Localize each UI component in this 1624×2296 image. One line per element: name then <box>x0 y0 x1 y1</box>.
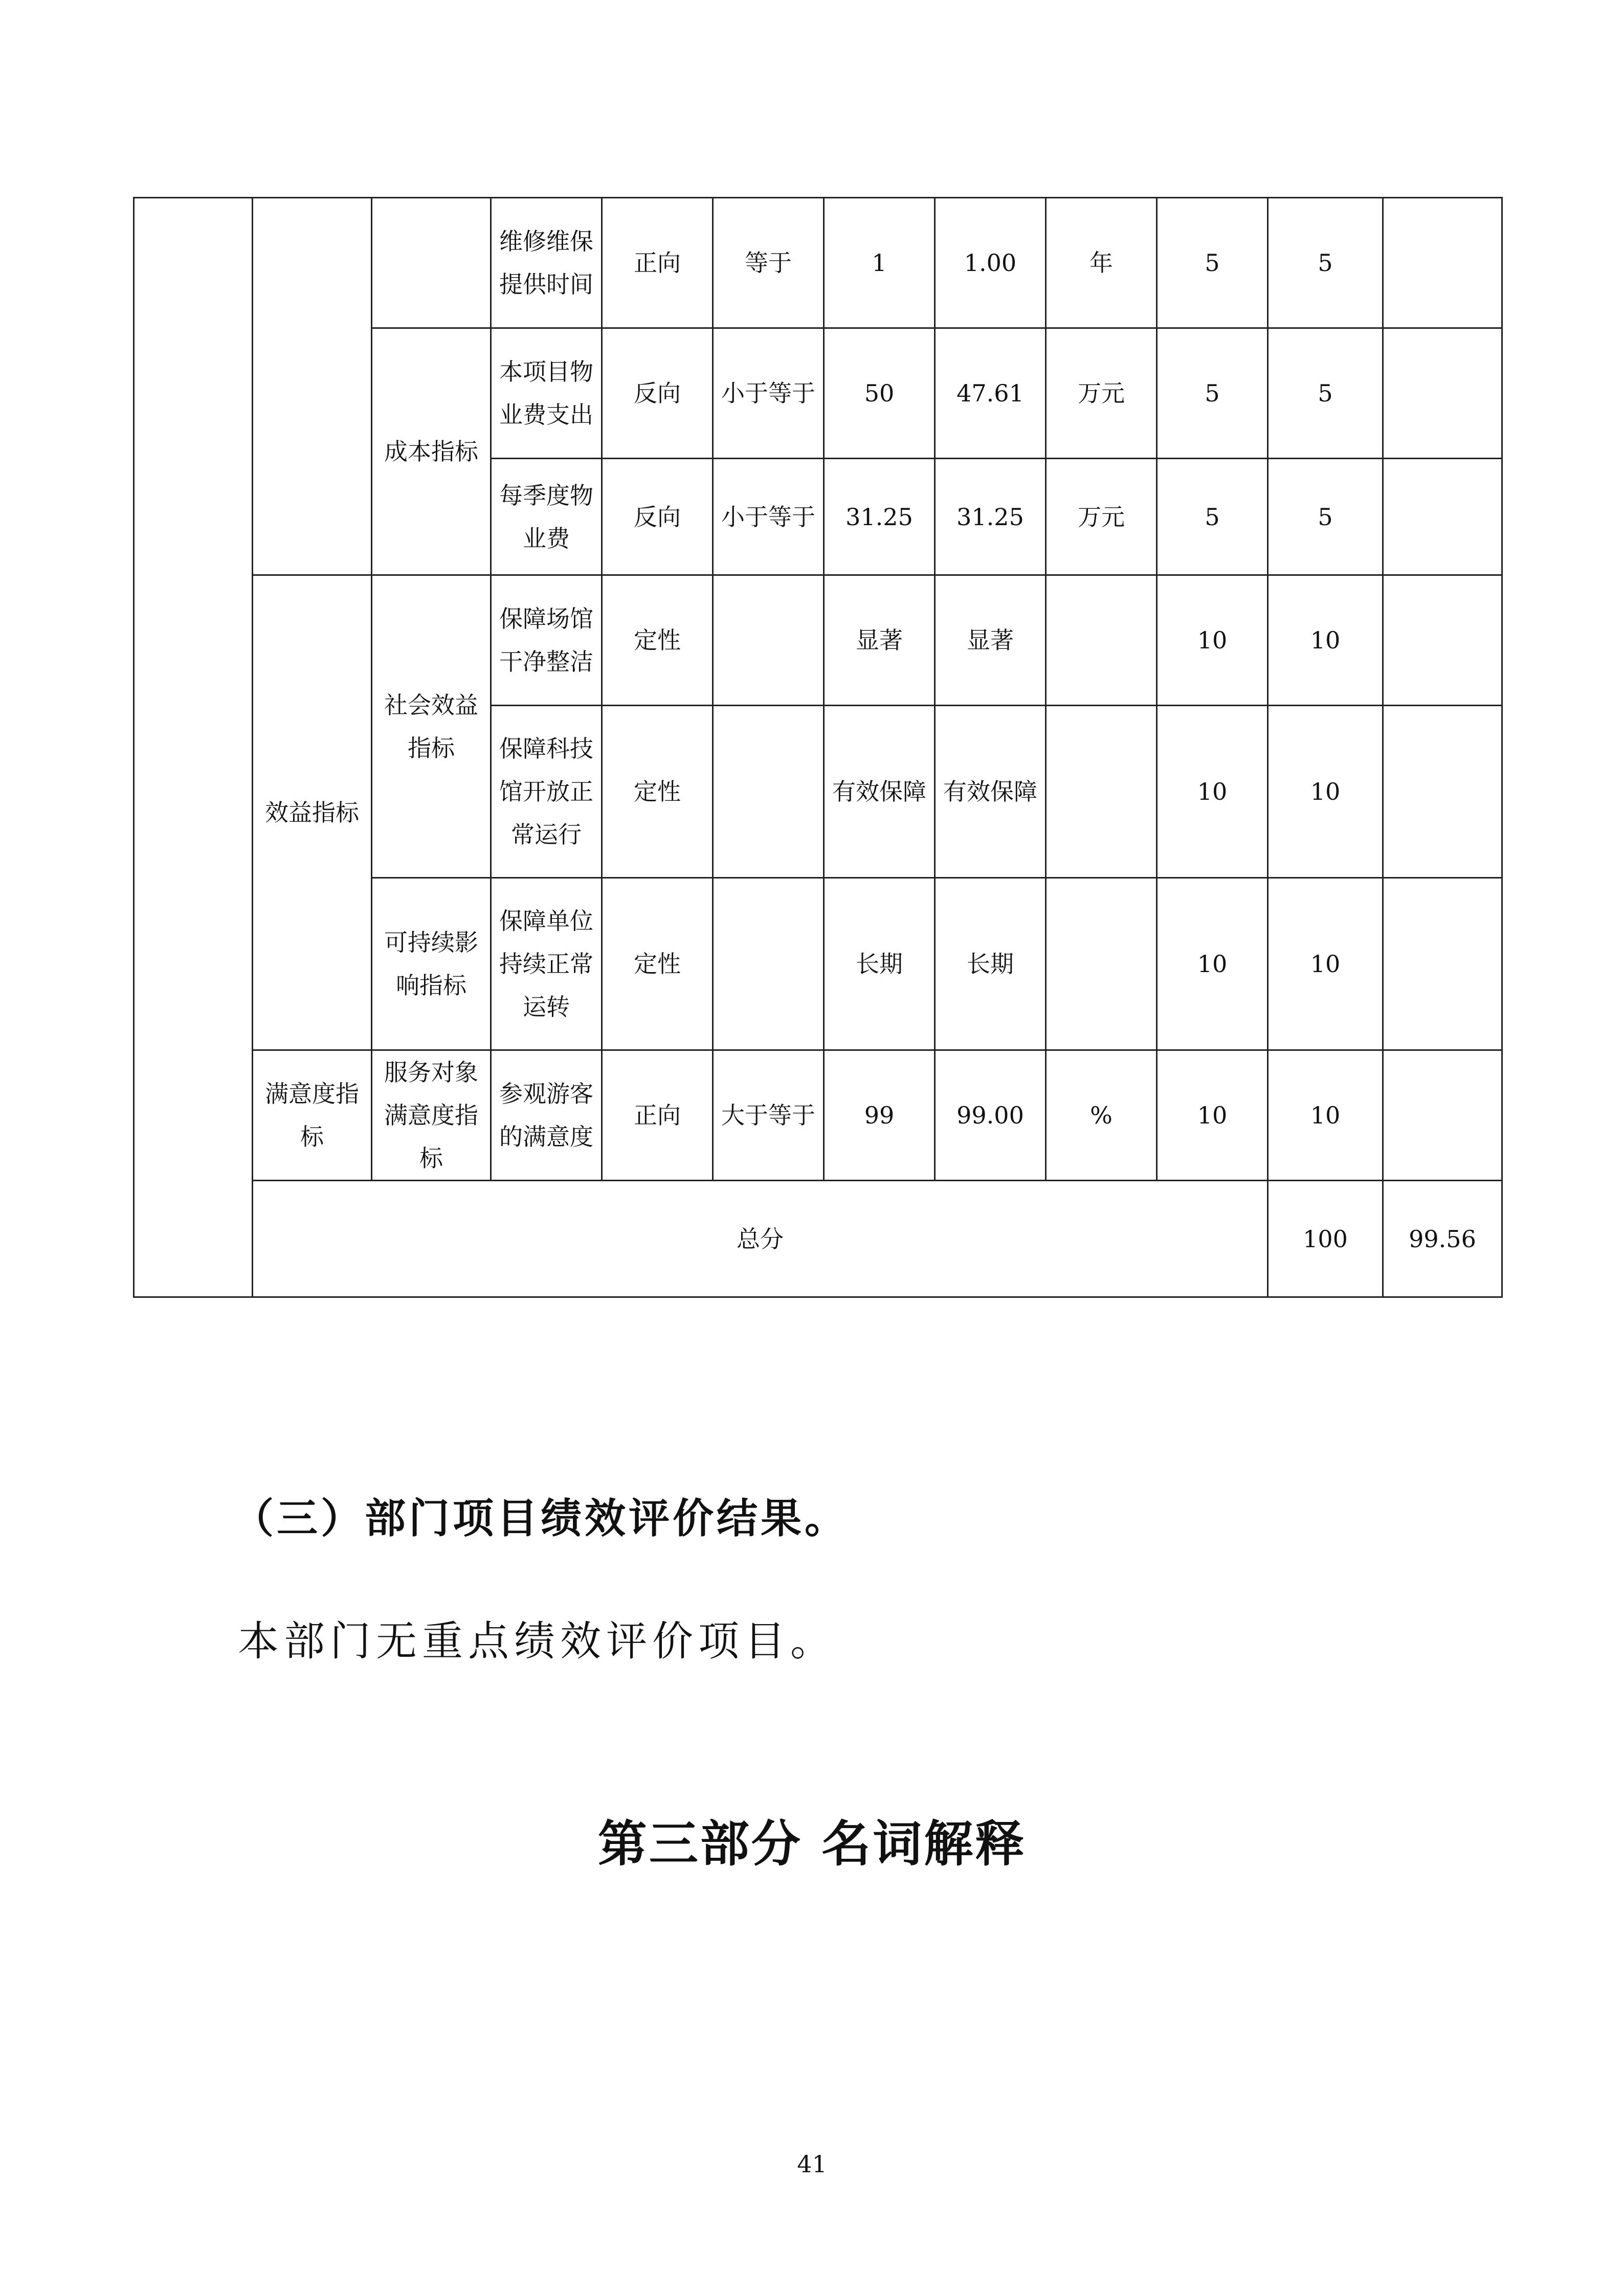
direction-cell: 反向 <box>602 459 713 575</box>
direction-cell: 反向 <box>602 328 713 459</box>
note-cell <box>1383 878 1502 1050</box>
part-title: 第三部分 名词解释 <box>597 1815 1027 1873</box>
table-row <box>134 575 1502 706</box>
weight-cell: 10 <box>1157 575 1268 706</box>
table-row <box>134 198 1502 328</box>
section-heading: （三）部门项目绩效评价结果。 <box>233 1495 849 1542</box>
actual-cell: 31.25 <box>935 459 1046 575</box>
actual-cell: 1.00 <box>935 198 1046 328</box>
unit-cell: % <box>1046 1050 1157 1181</box>
unit-cell: 万元 <box>1046 459 1157 575</box>
score-cell: 10 <box>1268 878 1383 1050</box>
operator-cell: 小于等于 <box>713 459 824 575</box>
total-label: 总分 <box>253 1181 1268 1297</box>
indicator-cell: 保障场馆干净整洁 <box>491 575 602 706</box>
weight-cell: 10 <box>1157 1050 1268 1181</box>
score-cell: 5 <box>1268 198 1383 328</box>
direction-cell: 定性 <box>602 878 713 1050</box>
note-cell <box>1383 1050 1502 1181</box>
level1-cell <box>253 198 372 575</box>
target-cell: 99 <box>824 1050 935 1181</box>
actual-cell: 有效保障 <box>935 706 1046 878</box>
score-cell: 5 <box>1268 328 1383 459</box>
performance-table <box>133 197 1503 1298</box>
direction-cell: 正向 <box>602 1050 713 1181</box>
operator-cell <box>713 575 824 706</box>
note-cell <box>1383 459 1502 575</box>
weight-cell: 5 <box>1157 198 1268 328</box>
total-weight: 100 <box>1268 1181 1383 1297</box>
level2-cell <box>372 198 491 328</box>
project-name-cell <box>134 198 253 1297</box>
unit-cell <box>1046 575 1157 706</box>
note-cell <box>1383 706 1502 878</box>
unit-cell: 年 <box>1046 198 1157 328</box>
level2-cell: 可持续影响指标 <box>372 878 491 1050</box>
indicator-cell: 参观游客的满意度 <box>491 1050 602 1181</box>
level2-cell: 服务对象满意度指标 <box>372 1050 491 1181</box>
level2-cell: 社会效益指标 <box>372 575 491 878</box>
table-row <box>134 1050 1502 1181</box>
total-score: 99.56 <box>1383 1181 1502 1297</box>
weight-cell: 5 <box>1157 328 1268 459</box>
level1-cell: 效益指标 <box>253 575 372 1050</box>
target-cell: 50 <box>824 328 935 459</box>
direction-cell: 定性 <box>602 575 713 706</box>
operator-cell: 小于等于 <box>713 328 824 459</box>
score-cell: 10 <box>1268 575 1383 706</box>
actual-cell: 显著 <box>935 575 1046 706</box>
weight-cell: 10 <box>1157 706 1268 878</box>
operator-cell <box>713 878 824 1050</box>
note-cell <box>1383 575 1502 706</box>
operator-cell: 大于等于 <box>713 1050 824 1181</box>
page-number: 41 <box>797 2150 827 2178</box>
note-cell <box>1383 198 1502 328</box>
unit-cell <box>1046 878 1157 1050</box>
target-cell: 显著 <box>824 575 935 706</box>
unit-cell: 万元 <box>1046 328 1157 459</box>
total-row <box>134 1181 1502 1297</box>
score-cell: 5 <box>1268 459 1383 575</box>
actual-cell: 47.61 <box>935 328 1046 459</box>
note-cell <box>1383 328 1502 459</box>
indicator-cell: 每季度物业费 <box>491 459 602 575</box>
actual-cell: 99.00 <box>935 1050 1046 1181</box>
indicator-cell: 保障科技馆开放正常运行 <box>491 706 602 878</box>
target-cell: 长期 <box>824 878 935 1050</box>
score-cell: 10 <box>1268 706 1383 878</box>
direction-cell: 定性 <box>602 706 713 878</box>
target-cell: 1 <box>824 198 935 328</box>
level1-cell: 满意度指标 <box>253 1050 372 1181</box>
operator-cell <box>713 706 824 878</box>
score-cell: 10 <box>1268 1050 1383 1181</box>
indicator-cell: 维修维保提供时间 <box>491 198 602 328</box>
level2-cell: 成本指标 <box>372 328 491 575</box>
direction-cell: 正向 <box>602 198 713 328</box>
weight-cell: 10 <box>1157 878 1268 1050</box>
actual-cell: 长期 <box>935 878 1046 1050</box>
body-paragraph: 本部门无重点绩效评价项目。 <box>238 1617 836 1665</box>
target-cell: 有效保障 <box>824 706 935 878</box>
operator-cell: 等于 <box>713 198 824 328</box>
weight-cell: 5 <box>1157 459 1268 575</box>
indicator-cell: 保障单位持续正常运转 <box>491 878 602 1050</box>
target-cell: 31.25 <box>824 459 935 575</box>
unit-cell <box>1046 706 1157 878</box>
indicator-cell: 本项目物业费支出 <box>491 328 602 459</box>
